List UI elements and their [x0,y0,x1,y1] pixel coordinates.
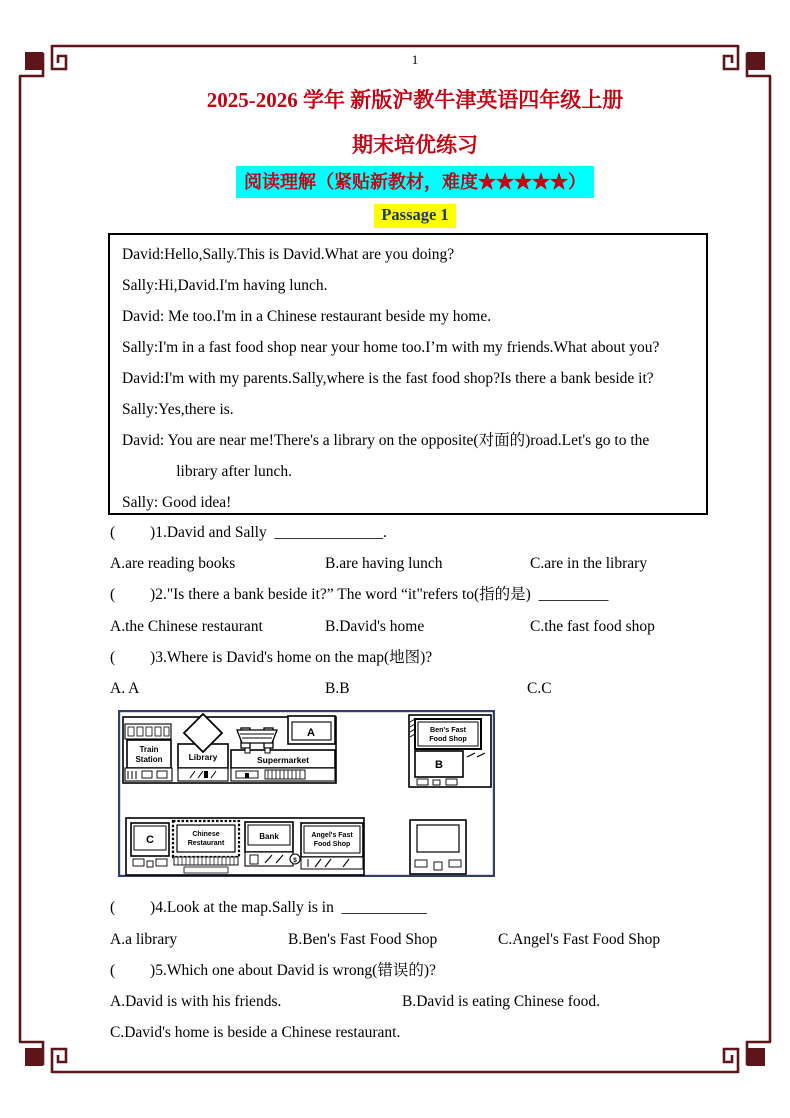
question-1-option-a: A.are reading books [110,555,236,572]
question-4-option-b: B.Ben's Fast Food Shop [288,931,438,948]
bens-sign-label: Food Shop [429,734,467,743]
question-3-option-b: B.B [325,680,350,697]
train-station-label: Station [135,755,163,764]
question-5-option-c: C.David's home is beside a Chinese restaurant. [110,1024,401,1041]
question-3-prompt: ( )3.Where is David's home on the map(地图)? [110,649,433,666]
question-4-option-a: A.a library [110,931,178,948]
question-2-option-a: A.the Chinese restaurant [110,618,263,635]
question-3-option-c: C.C [527,680,552,697]
supermarket-label: Supermarket [257,755,309,765]
doc-title: 2025-2026 学年 新版沪教牛津英语四年级上册 [206,88,624,112]
angels-fast-food-building [301,823,363,869]
dialogue-line: Sally:I'm in a fast food shop near your home too.I’m with my friends.What about you? [122,339,660,356]
question-2-prompt: ( )2."Is there a bank beside it?” The word “it"refers to(指的是) _________ [110,586,609,603]
dollar-label: $ [293,857,297,864]
building-b-label: B [435,759,443,771]
angels-sign-label: Food Shop [313,841,351,848]
dialogue-line: David: You are near me!There's a library on the opposite(对面的)road.Let's go to the [122,432,650,449]
section-banner: 阅读理解（紧贴新教材，难度★★★★★） [236,166,594,198]
dialogue-line: Sally:Yes,there is. [122,401,234,418]
map-image [118,710,495,877]
question-4-option-c: C.Angel's Fast Food Shop [498,931,661,948]
section-banner-row [40,166,790,198]
dialogue-box [108,233,708,515]
library-label: Library [188,752,218,762]
building-a-label: A [307,727,315,739]
question-5-prompt: ( )5.Which one about David is wrong(错误的)? [110,962,436,979]
building-a [288,716,335,744]
unlabeled-building [410,820,466,874]
dialogue-line: library after lunch. [122,463,293,480]
question-5-option-a: A.David is with his friends. [110,993,282,1010]
chinese-restaurant-label: Restaurant [187,840,225,847]
question-2-option-c: C.the fast food shop [530,618,655,635]
question-5-option-b: B.David is eating Chinese food. [402,993,601,1010]
building-c-label: C [146,834,154,846]
border-corner-bottom-left [19,1042,66,1073]
bens-fast-food-building [409,715,491,787]
question-2-option-b: B.David's home [325,618,425,635]
question-3-option-a: A. A [110,680,140,697]
train-station-label: Train [139,745,159,754]
page-number: 1 [411,52,419,67]
passage-label-row [40,204,790,228]
question-1-option-c: C.are in the library [530,555,648,572]
border-corner-bottom-right [724,1042,771,1073]
question-1-option-b: B.are having lunch [325,555,443,572]
dialogue-line: David:Hello,Sally.This is David.What are you doing? [122,246,455,263]
passage-label: Passage 1 [374,204,455,228]
bens-sign-label: Ben's Fast [429,725,467,734]
dialogue-line: David:I'm with my parents.Sally,where is the fast food shop?Is there a bank beside it? [122,370,654,387]
bank-label: Bank [259,832,279,841]
doc-subtitle: 期末培优练习 [352,133,478,157]
dialogue-line: Sally: Good idea! [122,494,232,511]
angels-sign-label: Angel's Fast [311,832,353,839]
question-1-prompt: ( )1.David and Sally ______________. [110,524,387,541]
question-4-prompt: ( )4.Look at the map.Sally is in ___________ [110,899,427,916]
bank-building [245,822,300,866]
dialogue-line: Sally:Hi,David.I'm having lunch. [122,277,328,294]
train-station-building [125,724,172,781]
dialogue-line: David: Me too.I'm in a Chinese restaurant beside my home. [122,308,492,325]
chinese-restaurant-building [173,821,239,873]
chinese-restaurant-label: Chinese [192,831,220,838]
